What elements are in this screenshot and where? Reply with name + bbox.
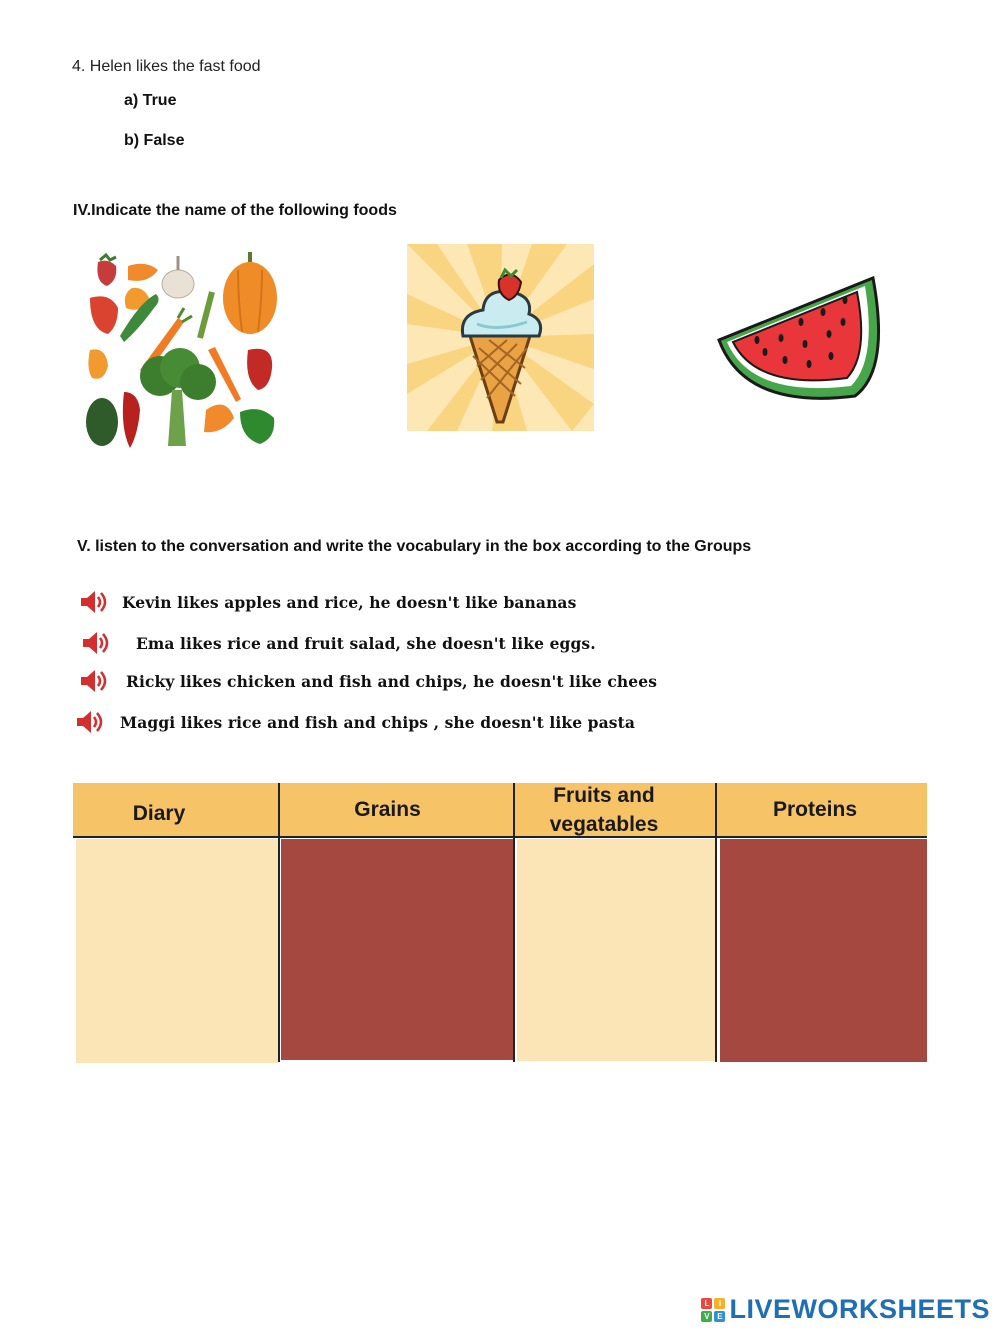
audio-item-kevin [78, 587, 576, 617]
header-border [73, 836, 927, 838]
header-grains: Grains [354, 798, 421, 822]
speaker-icon[interactable] [80, 628, 110, 658]
column-divider-1 [278, 783, 280, 1062]
vegetables-image [80, 250, 280, 450]
speaker-icon[interactable] [78, 666, 108, 696]
option-b[interactable]: b) False [124, 132, 185, 149]
option-a[interactable]: a) True [124, 92, 177, 109]
question-4-text: 4. Helen likes the fast food [72, 58, 261, 75]
speaker-icon[interactable] [74, 707, 104, 737]
audio-item-ricky [78, 666, 657, 696]
header-proteins: Proteins [772, 798, 858, 822]
audio-text-ricky: Ricky likes chicken and fish and chips, he doesn't like chees [126, 671, 658, 691]
audio-item-ema [80, 628, 596, 658]
section-5-title: V. listen to the conversation and write the vocabulary in the box according to the Groups [77, 538, 752, 555]
audio-text-kevin: Kevin likes apples and rice, he doesn't like bananas [122, 592, 577, 612]
section-4-title: IV.Indicate the name of the following foods [73, 202, 397, 219]
column-divider-2 [513, 783, 515, 1062]
proteins-drop-box[interactable] [720, 839, 927, 1062]
audio-text-ema: Ema likes rice and fruit salad, she doesn't like eggs. [136, 633, 596, 653]
audio-item-maggi [74, 707, 635, 737]
watermelon-image [705, 260, 900, 430]
diary-drop-box[interactable] [76, 839, 279, 1063]
liveworksheets-logo [701, 1294, 990, 1325]
grains-drop-box[interactable] [281, 839, 514, 1060]
logo-text: LIVEWORKSHEETS [729, 1294, 990, 1324]
header-diary: Diary [132, 802, 186, 826]
speaker-icon[interactable] [78, 587, 108, 617]
ice-cream-image [407, 244, 594, 431]
column-divider-3 [715, 783, 717, 1062]
logo-mark-icon: L I V E [701, 1298, 725, 1322]
header-fruits-vegetables: Fruits and vegatables [549, 783, 659, 836]
fruits-vegetables-drop-box[interactable] [517, 839, 716, 1061]
audio-text-maggi: Maggi likes rice and fish and chips , she doesn't like pasta [120, 712, 635, 732]
